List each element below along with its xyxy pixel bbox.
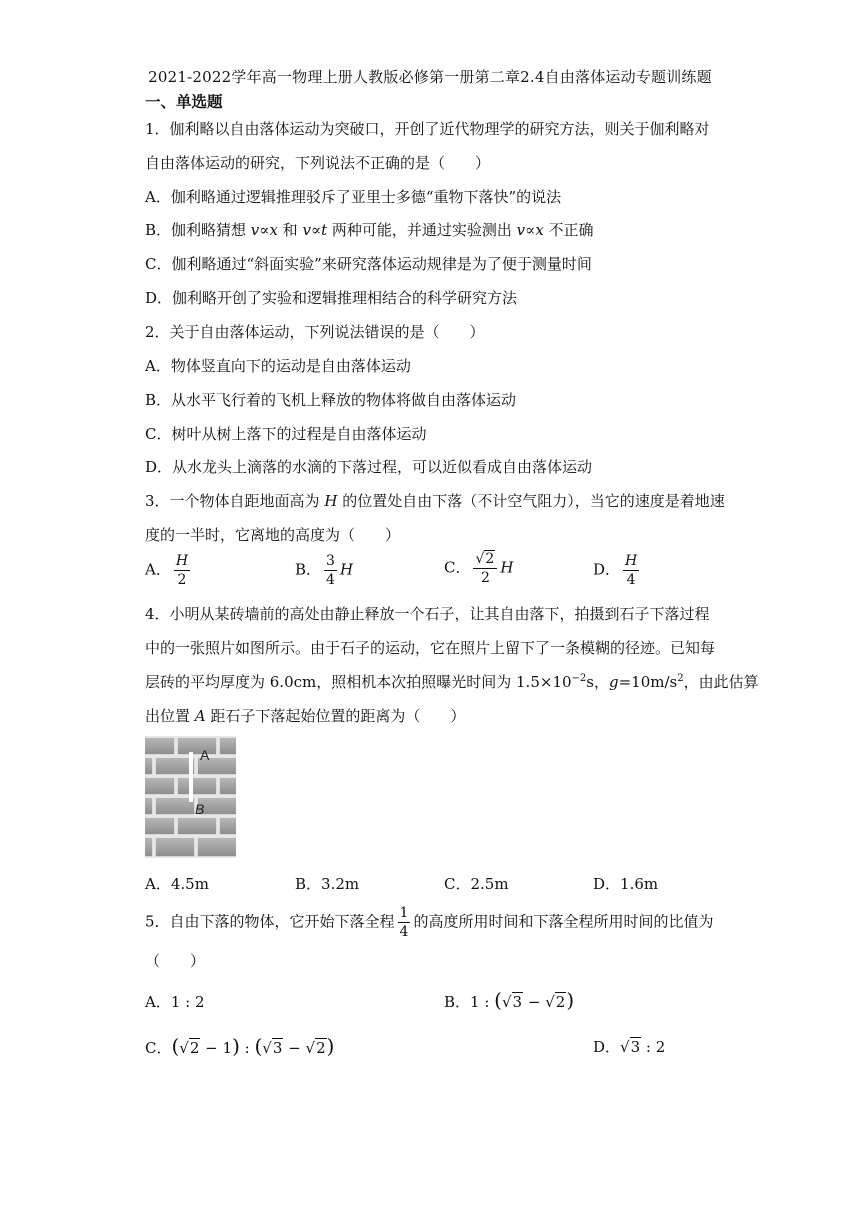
q5-option-b: B．1 : (√3 − √2): [444, 988, 575, 1012]
q3-option-b: B． $\frac{3}{4}$ H: [295, 553, 354, 588]
brick-wall-photo: [145, 736, 236, 858]
q3-option-c: C． $\frac{√2}{2}$ H: [444, 551, 514, 586]
q4-option-b: B．3.2m: [295, 875, 360, 893]
q2-stem: 2．关于自由落体运动，下列说法错误的是（ ）: [145, 323, 485, 341]
stone-trail: [189, 752, 193, 802]
q5-stem-line2: （ ）: [145, 952, 206, 970]
q3-stem-line1: 3．一个物体自距地面高为 H 的位置处自由下落（不计空气阻力），当它的速度是着地速: [145, 492, 725, 510]
label-a: A: [200, 747, 210, 763]
q5-stem-line1: 5．自由下落的物体，它开始下落全程 $\frac{1}{4}$ 的高度所用时间和下落全程所用时间的比值为: [145, 905, 714, 940]
q1-option-c: C．伽利略通过“斜面实验”来研究落体运动规律是为了便于测量时间: [145, 255, 592, 273]
q1-stem-line1: 1．伽利略以自由落体运动为突破口，开创了近代物理学的研究方法，则关于伽利略对: [145, 120, 710, 138]
q3-option-a: A． $\frac{H}{2}$: [145, 553, 189, 588]
q4-stem-line2: 中的一张照片如图所示。由于石子的运动，它在照片上留下了一条模糊的径迹。已知每: [145, 639, 716, 657]
q2-option-c: C．树叶从树上落下的过程是自由落体运动: [145, 425, 427, 443]
q1-stem-line2: 自由落体运动的研究，下列说法不正确的是（ ）: [145, 154, 491, 172]
q4-option-d: D．1.6m: [593, 875, 659, 893]
q3-option-d: D． $\frac{H}{4}$: [593, 553, 638, 588]
section-heading: 一、单选题: [145, 92, 223, 111]
q4-option-c: C．2.5m: [444, 875, 509, 893]
q1-option-d: D．伽利略开创了实验和逻辑推理相结合的科学研究方法: [145, 289, 518, 307]
page-title: 2021-2022学年高一物理上册人教版必修第一册第二章2.4自由落体运动专题训练题: [148, 68, 712, 86]
q5-option-c: C．(√2 − 1) : (√3 − √2): [145, 1034, 335, 1058]
q3-stem-line2: 度的一半时，它离地的高度为（ ）: [145, 526, 401, 544]
q4-option-a: A．4.5m: [145, 875, 209, 893]
q1-option-a: A．伽利略通过逻辑推理驳斥了亚里士多德“重物下落快”的说法: [145, 188, 562, 206]
q5-option-d: D．√3 : 2: [593, 1038, 666, 1056]
q2-option-a: A．物体竖直向下的运动是自由落体运动: [145, 357, 411, 375]
q1-option-b: B．伽利略猜想 v∝x 和 v∝t 两种可能，并通过实验测出 v∝x 不正确: [145, 221, 594, 239]
q4-stem-line1: 4．小明从某砖墙前的高处由静止释放一个石子，让其自由落下，拍摄到石子下落过程: [145, 605, 710, 623]
q2-option-b: B．从水平飞行着的飞机上释放的物体将做自由落体运动: [145, 391, 517, 409]
q4-stem-line3: 层砖的平均厚度为 6.0cm，照相机本次拍照曝光时间为 $1.5\times 10^{-2}s$，$g=10m/s^2$，由此估算: [145, 673, 759, 691]
q5-option-a: A．1 : 2: [145, 993, 205, 1011]
label-b: B: [195, 801, 205, 817]
q4-stem-line4: 出位置 A 距石子下落起始位置的距离为（ ）: [145, 707, 466, 725]
q2-option-d: D．从水龙头上滴落的水滴的下落过程，可以近似看成自由落体运动: [145, 458, 593, 476]
